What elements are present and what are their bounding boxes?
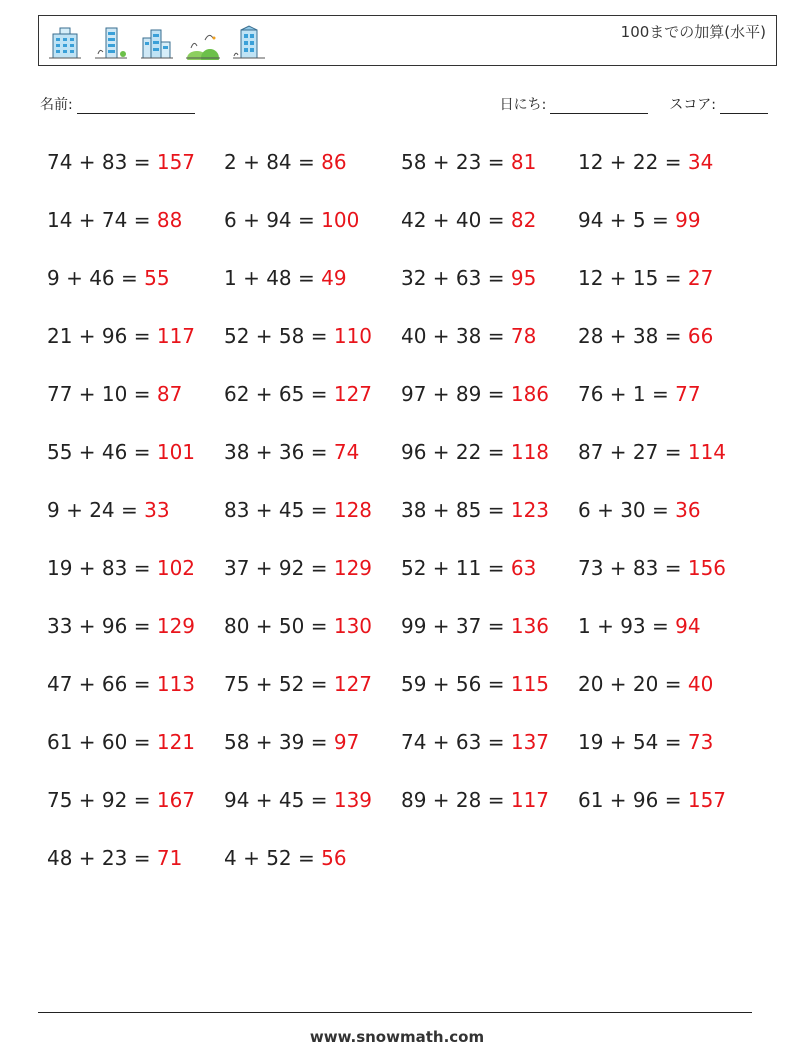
- problem-item: [578, 427, 755, 485]
- problem-question: 96 + 22 =: [401, 440, 511, 464]
- problem-answer: 128: [333, 498, 373, 522]
- problem-answer: 157: [156, 150, 196, 174]
- problem-question: 37 + 92 =: [224, 556, 334, 580]
- problem-item: [47, 195, 224, 253]
- city-buildings-icon: [139, 24, 175, 60]
- problem-question: 32 + 63 =: [401, 266, 511, 290]
- worksheet-header: [38, 15, 777, 66]
- problem-item: [47, 717, 224, 775]
- problem-item: [401, 485, 578, 543]
- problem-item: [47, 601, 224, 659]
- problem-question: 1 + 48 =: [224, 266, 322, 290]
- problem-answer: 99: [675, 208, 701, 232]
- problem-answer: 127: [333, 382, 373, 406]
- problem-question: 20 + 20 =: [578, 672, 688, 696]
- problem-item: [578, 659, 755, 717]
- problem-question: 75 + 52 =: [224, 672, 334, 696]
- problem-answer: 114: [687, 440, 727, 464]
- problem-answer: 102: [156, 556, 196, 580]
- problem-question: 19 + 54 =: [578, 730, 688, 754]
- problem-answer: 66: [687, 324, 714, 348]
- problem-item: [578, 601, 755, 659]
- problem-answer: 123: [510, 498, 550, 522]
- problem-answer: 86: [321, 150, 347, 174]
- date-score-fields: [500, 94, 768, 114]
- problem-item: [578, 137, 755, 195]
- name-blank[interactable]: [77, 97, 195, 114]
- problem-question: 6 + 30 =: [578, 498, 676, 522]
- problem-item: [578, 253, 755, 311]
- problem-answer: 157: [687, 788, 727, 812]
- problem-answer: 129: [333, 556, 373, 580]
- problem-item: [578, 775, 755, 833]
- problem-item: [224, 311, 401, 369]
- problem-question: 61 + 60 =: [47, 730, 157, 754]
- problem-answer: 156: [687, 556, 727, 580]
- problem-question: 89 + 28 =: [401, 788, 511, 812]
- problem-question: 33 + 96 =: [47, 614, 157, 638]
- tower-building-icon: [93, 24, 129, 60]
- problem-question: 61 + 96 =: [578, 788, 688, 812]
- problem-question: 28 + 38 =: [578, 324, 688, 348]
- problem-item: [401, 253, 578, 311]
- problem-item: [47, 369, 224, 427]
- problem-item: [224, 253, 401, 311]
- problem-question: 52 + 11 =: [401, 556, 511, 580]
- problem-question: 94 + 45 =: [224, 788, 334, 812]
- problem-item: [47, 427, 224, 485]
- problem-item: [224, 717, 401, 775]
- problem-question: 38 + 85 =: [401, 498, 511, 522]
- problem-item: [578, 369, 755, 427]
- problem-question: 19 + 83 =: [47, 556, 157, 580]
- problem-answer: 139: [333, 788, 373, 812]
- problem-answer: 127: [333, 672, 373, 696]
- problem-item: [401, 775, 578, 833]
- name-field: [40, 94, 195, 114]
- problem-question: 58 + 23 =: [401, 150, 511, 174]
- problem-answer: 118: [510, 440, 550, 464]
- problem-answer: 101: [156, 440, 196, 464]
- problem-answer: 74: [333, 440, 360, 464]
- problem-answer: 27: [687, 266, 714, 290]
- problem-answer: 40: [687, 672, 714, 696]
- problem-item: [401, 137, 578, 195]
- problem-answer: 130: [333, 614, 373, 638]
- problem-answer: 115: [510, 672, 550, 696]
- problem-answer: 129: [156, 614, 196, 638]
- problem-question: 9 + 24 =: [47, 498, 145, 522]
- problem-question: 52 + 58 =: [224, 324, 334, 348]
- problem-question: 99 + 37 =: [401, 614, 511, 638]
- office-building-icon: [47, 24, 83, 60]
- problem-answer: 117: [156, 324, 196, 348]
- problem-question: 55 + 46 =: [47, 440, 157, 464]
- problem-question: 74 + 63 =: [401, 730, 511, 754]
- problem-answer: 55: [144, 266, 170, 290]
- problem-item: [224, 137, 401, 195]
- problem-question: 2 + 84 =: [224, 150, 322, 174]
- problem-answer: 136: [510, 614, 550, 638]
- problem-item: [401, 659, 578, 717]
- problem-answer: 33: [144, 498, 170, 522]
- date-blank[interactable]: [550, 97, 648, 114]
- problem-answer: 94: [675, 614, 701, 638]
- problem-answer: 186: [510, 382, 550, 406]
- problem-answer: 63: [510, 556, 537, 580]
- problem-item: [224, 543, 401, 601]
- park-hills-icon: [185, 24, 221, 60]
- problem-question: 73 + 83 =: [578, 556, 688, 580]
- problem-answer: 87: [156, 382, 183, 406]
- problem-question: 9 + 46 =: [47, 266, 145, 290]
- problem-item: [578, 717, 755, 775]
- problem-question: 59 + 56 =: [401, 672, 511, 696]
- problem-answer: 82: [510, 208, 537, 232]
- problem-item: [47, 253, 224, 311]
- score-label: スコア:: [669, 97, 716, 113]
- problem-answer: 110: [333, 324, 373, 348]
- problem-item: [578, 485, 755, 543]
- footer-url: www.snowmath.com: [309, 1028, 485, 1046]
- problem-answer: 81: [510, 150, 537, 174]
- problem-question: 12 + 22 =: [578, 150, 688, 174]
- problem-question: 14 + 74 =: [47, 208, 157, 232]
- problem-question: 87 + 27 =: [578, 440, 688, 464]
- problem-item: [224, 833, 401, 891]
- problem-question: 38 + 36 =: [224, 440, 334, 464]
- problem-question: 77 + 10 =: [47, 382, 157, 406]
- problem-question: 80 + 50 =: [224, 614, 334, 638]
- problem-answer: 113: [156, 672, 196, 696]
- problem-item: [224, 369, 401, 427]
- problem-item: [578, 311, 755, 369]
- problem-item: [401, 195, 578, 253]
- problem-answer: 36: [675, 498, 701, 522]
- problem-item: [401, 369, 578, 427]
- problem-answer: 71: [156, 846, 183, 870]
- problem-answer: 137: [510, 730, 550, 754]
- apartment-building-icon: [231, 24, 267, 60]
- problem-answer: 95: [510, 266, 537, 290]
- problem-item: [47, 833, 224, 891]
- problem-question: 47 + 66 =: [47, 672, 157, 696]
- problem-question: 76 + 1 =: [578, 382, 676, 406]
- footer-divider: [38, 1012, 752, 1013]
- problem-question: 4 + 52 =: [224, 846, 322, 870]
- problem-answer: 73: [687, 730, 714, 754]
- problem-question: 40 + 38 =: [401, 324, 511, 348]
- problem-item: [224, 601, 401, 659]
- problem-item: [47, 775, 224, 833]
- problem-item: [401, 543, 578, 601]
- problem-item: [401, 717, 578, 775]
- problem-question: 94 + 5 =: [578, 208, 676, 232]
- problem-answer: 121: [156, 730, 196, 754]
- problem-question: 6 + 94 =: [224, 208, 322, 232]
- problem-question: 83 + 45 =: [224, 498, 334, 522]
- problem-item: [224, 427, 401, 485]
- problem-answer: 78: [510, 324, 537, 348]
- problem-question: 21 + 96 =: [47, 324, 157, 348]
- problem-item: [401, 427, 578, 485]
- problem-question: 58 + 39 =: [224, 730, 334, 754]
- problem-question: 75 + 92 =: [47, 788, 157, 812]
- date-label: 日にち:: [499, 97, 547, 113]
- problem-answer: 97: [333, 730, 360, 754]
- problem-question: 74 + 83 =: [47, 150, 157, 174]
- problem-item: [224, 195, 401, 253]
- problem-item: [47, 543, 224, 601]
- problem-question: 48 + 23 =: [47, 846, 157, 870]
- problem-answer: 49: [321, 266, 347, 290]
- problem-answer: 167: [156, 788, 196, 812]
- problem-answer: 77: [675, 382, 701, 406]
- problem-item: [578, 543, 755, 601]
- problem-question: 12 + 15 =: [578, 266, 688, 290]
- problem-question: 62 + 65 =: [224, 382, 334, 406]
- problem-answer: 88: [156, 208, 183, 232]
- problem-grid: [47, 137, 767, 891]
- problem-item: [224, 485, 401, 543]
- header-icons: [47, 24, 267, 60]
- problem-item: [401, 311, 578, 369]
- problem-answer: 34: [687, 150, 714, 174]
- name-label: 名前:: [40, 97, 73, 113]
- problem-answer: 100: [321, 208, 360, 232]
- problem-answer: 56: [321, 846, 347, 870]
- problem-item: [578, 195, 755, 253]
- problem-question: 1 + 93 =: [578, 614, 676, 638]
- problem-item: [224, 659, 401, 717]
- problem-item: [401, 601, 578, 659]
- problem-item: [47, 311, 224, 369]
- worksheet-title: 100までの加算(水平): [620, 23, 766, 41]
- problem-item: [47, 137, 224, 195]
- problem-item: [47, 659, 224, 717]
- problem-item: [224, 775, 401, 833]
- score-blank[interactable]: [720, 97, 768, 114]
- problem-answer: 117: [510, 788, 550, 812]
- problem-item: [47, 485, 224, 543]
- problem-question: 42 + 40 =: [401, 208, 511, 232]
- problem-question: 97 + 89 =: [401, 382, 511, 406]
